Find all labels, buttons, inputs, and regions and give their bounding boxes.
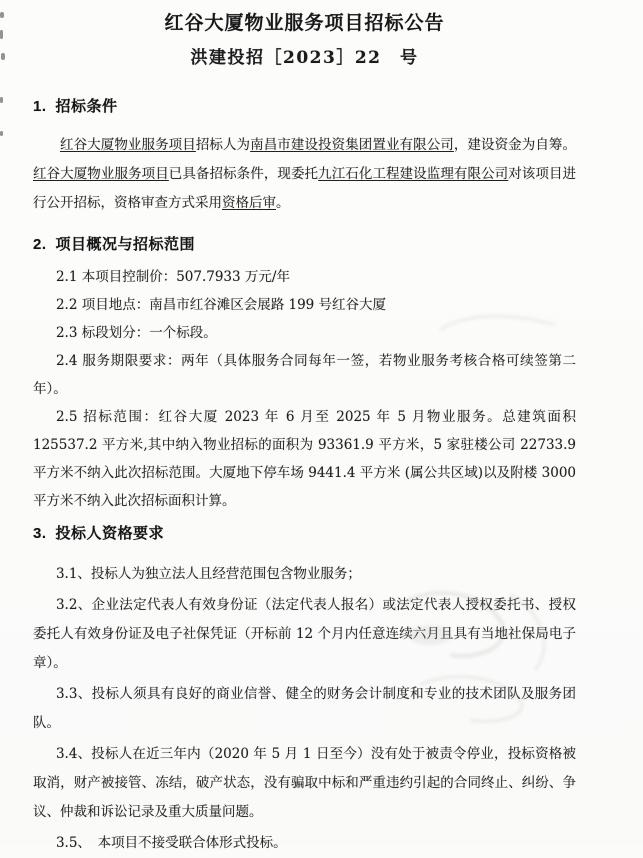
item-bidder-legal-person: 3.1、投标人为独立法人且经营范围包含物业服务； <box>55 566 361 582</box>
section-2-heading <box>33 234 576 255</box>
section-1-title: 招标条件 <box>55 98 118 115</box>
item-no-consortium: 3.5、 本项目不接受联合体形式投标。 <box>55 835 287 851</box>
scan-speck <box>0 12 4 18</box>
scan-speck <box>0 131 3 136</box>
scan-speck <box>0 97 3 103</box>
item-reputation-and-team: 3.3、投标人须具有良好的商业信誉、健全的财务会计制度和专业的技术团队及服务团队。 <box>33 686 576 731</box>
section-2-number: 2. <box>33 236 47 253</box>
section-1-heading <box>33 96 576 117</box>
item-control-price: 2.1 本项目控制价：507.7933 万元/年 <box>55 269 290 285</box>
section-2-title: 项目概况与招标范围 <box>55 236 196 253</box>
agency-name-underlined: 九江石化工程建设监理有限公司 <box>318 166 509 182</box>
section-3-items <box>33 560 576 858</box>
project-name-underlined: 红谷大厦物业服务项目 <box>33 166 169 182</box>
paragraph-text: 已具备招标条件，现委托 <box>168 166 319 182</box>
qualification-method-underlined: 资格后审 <box>222 195 276 211</box>
item-tender-scope: 2.5 招标范围：红谷大厦 2023 年 6 月至 2025 年 5 月物业服务。总建筑面积 125537.2 平方米,其中纳入物业招标的面积为 93361.9 平方米，5 家驻楼公司 22733.9 平方米不纳入此次招标范围。大厦地下停车场 9441.4 平方米 (属公共区域)以及附楼 3000 平方米不纳入此次招标面积计算。 <box>33 409 576 509</box>
section-2-items <box>33 263 576 515</box>
paragraph-text: ，建设资金为自筹。 <box>453 137 577 153</box>
item-no-violations-record: 3.4、投标人在近三年内（2020 年 5 月 1 日至今）没有处于被责令停业，投标资格被取消，财产被接管、冻结，破产状态，没有骗取中标和严重违约引起的合同终止、纠纷、争议、仲裁和诉讼记录及重大质量问题。 <box>33 746 576 820</box>
tenderee-name-underlined: 南昌市建设投资集团置业有限公司 <box>250 137 454 153</box>
paragraph-text: 对该项目进行公开招标，资格审查方式采用 <box>33 166 577 211</box>
scan-speck <box>1 53 5 60</box>
tender-conditions-paragraph <box>33 131 576 218</box>
paragraph-text: 。 <box>276 195 290 211</box>
section-3-number: 3. <box>33 525 47 542</box>
item-bid-sections: 2.3 标段划分：一个标段。 <box>55 325 217 341</box>
scan-speck <box>0 30 3 39</box>
item-service-term: 2.4 服务期限要求：两年（具体服务合同每年一签，若物业服务考核合格可续签第二年）。 <box>33 353 576 397</box>
section-3-heading <box>33 523 576 544</box>
section-1-number: 1. <box>33 98 47 115</box>
page-title: 红谷大厦物业服务项目招标公告 <box>164 12 445 34</box>
item-project-location: 2.2 项目地点：南昌市红谷滩区会展路 199 号红谷大厦 <box>55 297 387 313</box>
document-number: 洪建投招［2023］22 号 <box>190 48 419 68</box>
section-3-title: 投标人资格要求 <box>55 525 165 542</box>
paragraph-text: 招标人为 <box>195 137 251 153</box>
item-id-and-social-security: 3.2、企业法定代表人有效身份证（法定代表人报名）或法定代表人授权委托书、授权委托人有效身份证及电子社保凭证（开标前 12 个月内任意连续六月且具有当地社保局电子章）。 <box>33 597 576 671</box>
project-name-underlined: 红谷大厦物业服务项目 <box>60 137 196 153</box>
